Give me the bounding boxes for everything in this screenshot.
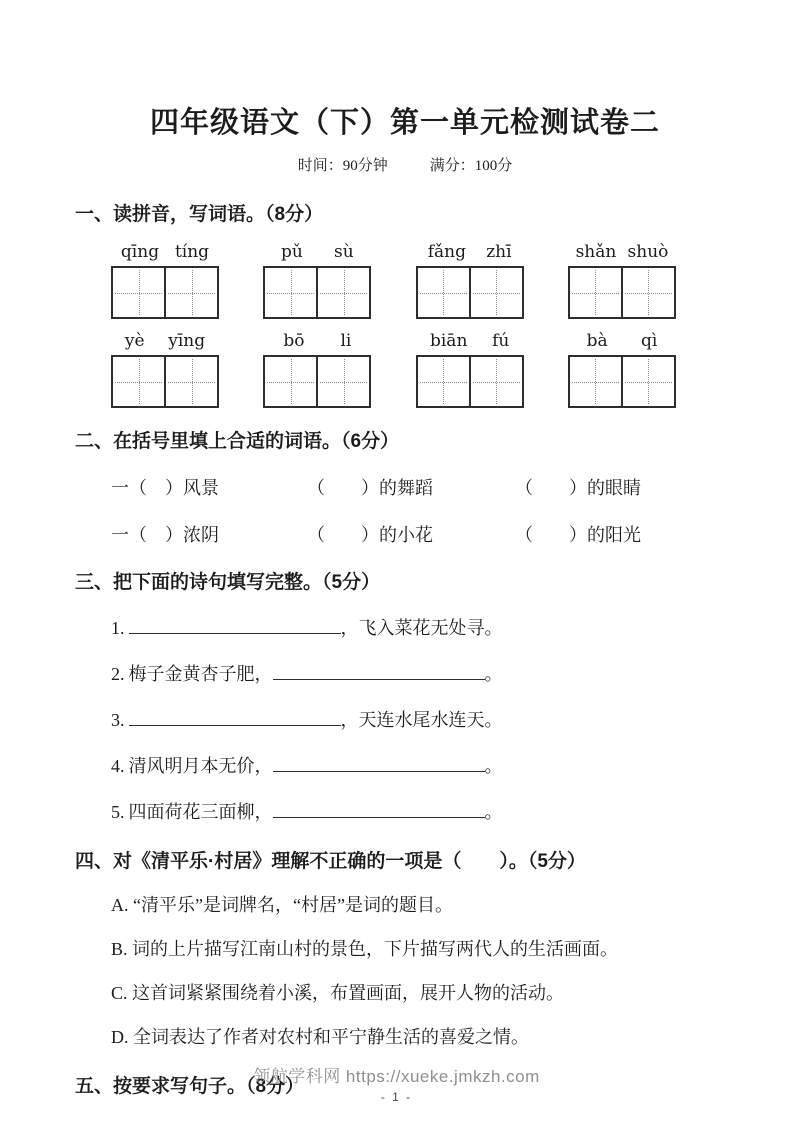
poem-line (111, 752, 735, 778)
writing-cell[interactable] (265, 268, 316, 317)
choice-option-c: C. 这首词紧紧围绕着小溪，布置画面，展开人物的活动。 (111, 983, 565, 1003)
poem-text-after: 。 (484, 756, 503, 776)
writing-cell[interactable] (113, 357, 164, 406)
item-number: 2. (111, 664, 125, 684)
answer-paren[interactable]: （ ） (442, 851, 509, 872)
pinyin-word-group (416, 331, 524, 408)
pinyin-syllable: zhī (486, 242, 512, 262)
pinyin-word-group (111, 331, 219, 408)
character-writing-boxes[interactable] (111, 355, 219, 408)
word-fill-item[interactable]: （ ）的阳光 (515, 525, 641, 545)
writing-cell[interactable] (570, 357, 621, 406)
pinyin-syllable: biān (429, 331, 468, 351)
section5-heading: 五、按要求写句子。（8分） (75, 1076, 305, 1097)
poem-text-before: 梅子金黄杏子肥， (128, 664, 273, 684)
pinyin-syllable: shǎn (575, 242, 617, 262)
answer-blank[interactable] (273, 753, 485, 772)
pinyin-syllable: bà (586, 331, 608, 351)
character-writing-boxes[interactable] (568, 355, 676, 408)
poem-text-after: ，飞入菜花无处寻。 (340, 618, 503, 638)
pinyin-word-group (568, 331, 676, 408)
page-footer (0, 1062, 793, 1104)
poem-text-before: 四面荷花三面柳， (128, 802, 273, 822)
writing-cell[interactable] (113, 268, 164, 317)
writing-cell[interactable] (265, 357, 316, 406)
pinyin-word-group (568, 242, 676, 319)
poem-line (111, 706, 735, 732)
pinyin-word-group (263, 242, 371, 319)
word-fill-row (111, 521, 735, 547)
pinyin-label (113, 242, 217, 262)
poem-line (111, 614, 735, 640)
word-fill-item[interactable]: 一（ ）风景 (111, 478, 219, 498)
writing-cell[interactable] (316, 268, 369, 317)
pinyin-label (265, 242, 369, 262)
question-text: 四、对《清平乐·村居》理解不正确的一项是 (75, 851, 443, 872)
answer-blank[interactable] (273, 799, 485, 818)
poem-text-after: ，天连水尾水连天。 (340, 710, 503, 730)
pinyin-syllable: fǎng (427, 242, 467, 262)
answer-blank[interactable] (129, 707, 341, 726)
item-number: 1. (111, 618, 125, 638)
pinyin-label (418, 242, 522, 262)
word-fill-item[interactable]: （ ）的舞蹈 (307, 478, 433, 498)
word-fill-row (111, 474, 735, 500)
poem-line (111, 660, 735, 686)
choice-option-d: D. 全词表达了作者对农村和平宁静生活的喜爱之情。 (111, 1027, 529, 1047)
pinyin-syllable: li (340, 331, 352, 351)
pinyin-word-group (416, 242, 524, 319)
pinyin-syllable: qì (640, 331, 658, 351)
pinyin-syllable: sù (334, 242, 354, 262)
pinyin-label (418, 331, 522, 351)
writing-cell[interactable] (316, 357, 369, 406)
character-writing-boxes[interactable] (416, 266, 524, 319)
pinyin-syllable: tíng (174, 242, 210, 262)
word-fill-item[interactable]: 一（ ）浓阴 (111, 525, 219, 545)
writing-cell[interactable] (469, 268, 522, 317)
pinyin-syllable: bō (283, 331, 305, 351)
writing-cell[interactable] (469, 357, 522, 406)
pinyin-word-group (263, 331, 371, 408)
character-writing-boxes[interactable] (568, 266, 676, 319)
word-fill-item[interactable]: （ ）的眼睛 (515, 478, 641, 498)
writing-cell[interactable] (621, 357, 674, 406)
character-writing-boxes[interactable] (263, 266, 371, 319)
pinyin-label (265, 331, 369, 351)
pinyin-syllable: yè (124, 331, 145, 351)
page-number: - 1 - (380, 1090, 413, 1104)
pinyin-syllable: fú (492, 331, 510, 351)
full-score-label: 满分：100分 (429, 158, 513, 174)
item-number: 3. (111, 710, 125, 730)
poem-text-after: 。 (484, 802, 503, 822)
pinyin-word-group (111, 242, 219, 319)
section3-heading: 三、把下面的诗句填写完整。（5分） (75, 572, 381, 593)
word-fill-item[interactable]: （ ）的小花 (307, 525, 433, 545)
section4-heading (75, 846, 735, 873)
section1-heading: 一、读拼音，写词语。（8分） (75, 204, 324, 225)
exam-meta (75, 154, 735, 175)
item-number: 4. (111, 756, 125, 776)
pinyin-row-1 (111, 242, 676, 319)
pinyin-label (570, 331, 674, 351)
character-writing-boxes[interactable] (263, 355, 371, 408)
character-writing-boxes[interactable] (111, 266, 219, 319)
poem-text-after: 。 (484, 664, 503, 684)
question-text-tail: 。（5分） (508, 851, 586, 872)
writing-cell[interactable] (164, 357, 217, 406)
section2-heading: 二、在括号里填上合适的词语。（6分） (75, 431, 400, 452)
writing-cell[interactable] (418, 268, 469, 317)
poem-text-before: 清风明月本无价， (128, 756, 273, 776)
pinyin-syllable: qīng (120, 242, 160, 262)
poem-line (111, 798, 735, 824)
item-number: 5. (111, 802, 125, 822)
writing-cell[interactable] (418, 357, 469, 406)
choice-option-a: A. “清平乐”是词牌名，“村居”是词的题目。 (111, 895, 453, 915)
writing-cell[interactable] (621, 268, 674, 317)
character-writing-boxes[interactable] (416, 355, 524, 408)
watermark-site-url: 领航学科网 https://xueke.jmkzh.com (253, 1067, 540, 1086)
answer-blank[interactable] (129, 615, 341, 634)
pinyin-row-2 (111, 331, 676, 408)
pinyin-syllable: shuò (627, 242, 669, 262)
time-limit-label: 时间：90分钟 (297, 158, 388, 174)
writing-cell[interactable] (570, 268, 621, 317)
pinyin-syllable: yīng (168, 331, 206, 351)
pinyin-label (570, 242, 674, 262)
answer-blank[interactable] (273, 661, 485, 680)
pinyin-syllable: pǔ (280, 242, 303, 262)
page-title: 四年级语文（下）第一单元检测试卷二 (149, 107, 660, 139)
choice-option-b: B. 词的上片描写江南山村的景色，下片描写两代人的生活画面。 (111, 939, 619, 959)
writing-cell[interactable] (164, 268, 217, 317)
pinyin-label (113, 331, 217, 351)
